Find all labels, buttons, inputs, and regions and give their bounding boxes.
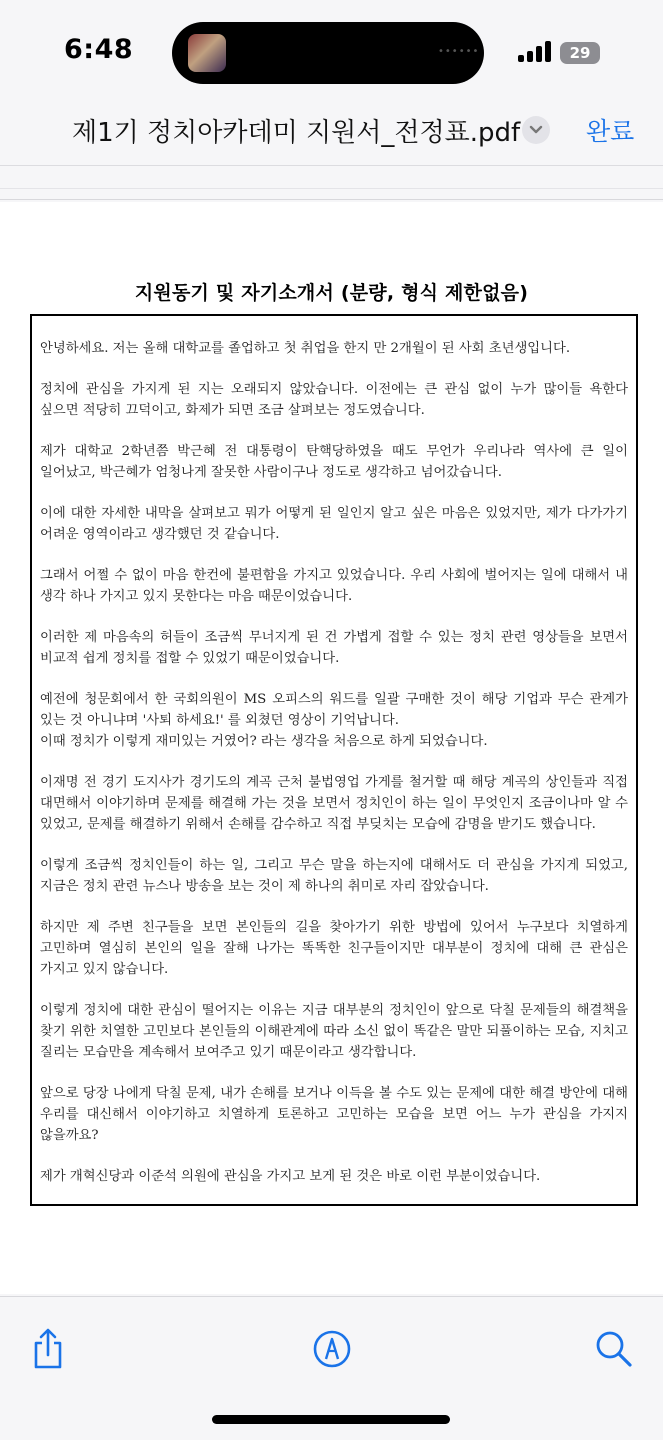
home-indicator[interactable] [212, 1415, 450, 1424]
essay-text-box [30, 314, 638, 1206]
pdf-page[interactable] [0, 202, 663, 1294]
dynamic-island[interactable] [172, 22, 484, 84]
paragraph: 안녕하세요. 저는 올해 대학교를 졸업하고 첫 취업을 한지 만 2개월이 된 사회 초년생입니다. [40, 341, 571, 356]
paragraph: 이렇게 조금씩 정치인들이 하는 일, 그리고 무슨 말을 하는지에 대해서도 더 관심을 가지게 되었고, 지금은 정치 관련 뉴스나 방송을 보는 것이 제 하나의 취미로 자리 잡았습니다. [40, 858, 628, 894]
status-bar [0, 0, 663, 100]
page-heading: 지원동기 및 자기소개서 (분량, 형식 제한없음) [134, 282, 529, 304]
paragraph: 제가 대학교 2학년쯤 박근혜 전 대통령이 탄핵당하였을 때도 무언가 우리나라 역사에 큰 일이 일어났고, 박근혜가 엄청나게 잘못한 사람이구나 정도로 생각하고 넘어갔습니다. [40, 444, 628, 480]
audio-waveform-icon: •••••• [438, 46, 480, 57]
page-separator [0, 188, 663, 200]
paragraph: 이재명 전 경기 도지사가 경기도의 계곡 근처 불법영업 가게를 철거할 때 해당 계곡의 상인들과 직접 대면해서 이야기하며 문제를 해결해 가는 것을 보면서 정치인이 하는 일이 무엇인지 조금이나마 알 수 있었고, 문제를 해결하기 위해서 손해를 감수하고 직접 부딪치는 모습에 감명을 받기도 했습니다. [40, 775, 628, 832]
done-button[interactable]: 완료 [586, 117, 635, 146]
paragraph: 그래서 어쩔 수 없이 마음 한컨에 불편함을 가지고 있었습니다. 우리 사회에 벌어지는 일에 대해서 내 생각 하나 가지고 있지 못한다는 마음 때문이었습니다. [40, 568, 628, 604]
cellular-signal-icon [518, 40, 552, 62]
paragraph: 이러한 제 마음속의 허들이 조금씩 무너지게 된 건 가볍게 접할 수 있는 정치 관련 영상들을 보면서 비교적 쉽게 정치를 접할 수 있었기 때문이었습니다. [40, 630, 628, 666]
paragraph: 하지만 제 주변 친구들을 보면 본인들의 길을 찾아가기 위한 방법에 있어서 누구보다 치열하게 고민하며 열심히 본인의 일을 잘해 나가는 똑똑한 친구들이지만 대부분이 정치에 대해 큰 관심은 가지고 있지 않습니다. [40, 920, 628, 977]
paragraph: 이에 대한 자세한 내막을 살펴보고 뭐가 어떻게 된 일인지 알고 싶은 마음은 있었지만, 제가 다가가기 어려운 영역이라고 생각했던 것 같습니다. [40, 506, 628, 542]
battery-icon: 29 [560, 42, 600, 64]
markup-icon[interactable] [312, 1327, 352, 1371]
share-icon[interactable] [28, 1327, 68, 1371]
bottom-toolbar [0, 1296, 663, 1440]
search-icon[interactable] [594, 1327, 634, 1371]
document-title[interactable]: 제1기 정치아카데미 지원서_전정표.pdf [72, 118, 521, 148]
paragraph: 이렇게 정치에 대한 관심이 떨어지는 이유는 지금 대부분의 정치인이 앞으로 닥칠 문제들의 해결책을 찾기 위한 치열한 고민보다 본인들의 이해관계에 따라 소신 없이 똑같은 말만 되풀이하는 모습, 지치고 질리는 모습만을 계속해서 보여주고 있기 때문이라고 생각합니다. [40, 1003, 628, 1060]
now-playing-thumbnail [188, 34, 226, 72]
paragraph: 예전에 청문회에서 한 국회의원이 MS 오피스의 워드를 일괄 구매한 것이 해당 기업과 무슨 관계가 있는 것 아니냐며 '사퇴 하세요!' 를 외쳤던 영상이 기억납니다. 이때 정치가 이렇게 재미있는 거였어? 라는 생각을 처음으로 하게 되었습니다. [40, 692, 628, 749]
paragraph: 정치에 관심을 가지게 된 지는 오래되지 않았습니다. 이전에는 큰 관심 없이 누가 많이들 욕한다 싶으면 적당히 끄덕이고, 화제가 되면 조금 살펴보는 정도였습니다. [40, 382, 628, 418]
paragraph: 제가 개혁신당과 이준석 의원에 관심을 가지고 보게 된 것은 바로 이런 부분이었습니다. [40, 1169, 541, 1184]
status-time: 6:48 [64, 34, 134, 65]
paragraph: 앞으로 당장 나에게 닥칠 문제, 내가 손해를 보거나 이득을 볼 수도 있는 문제에 대한 해결 방안에 대해 우리를 대신해서 이야기하고 치열하게 토론하고 고민하는 모습을 보면 어느 누가 관심을 가지지 않을까요? [40, 1086, 628, 1143]
chevron-down-icon[interactable] [522, 116, 550, 144]
nav-bar [0, 100, 663, 166]
